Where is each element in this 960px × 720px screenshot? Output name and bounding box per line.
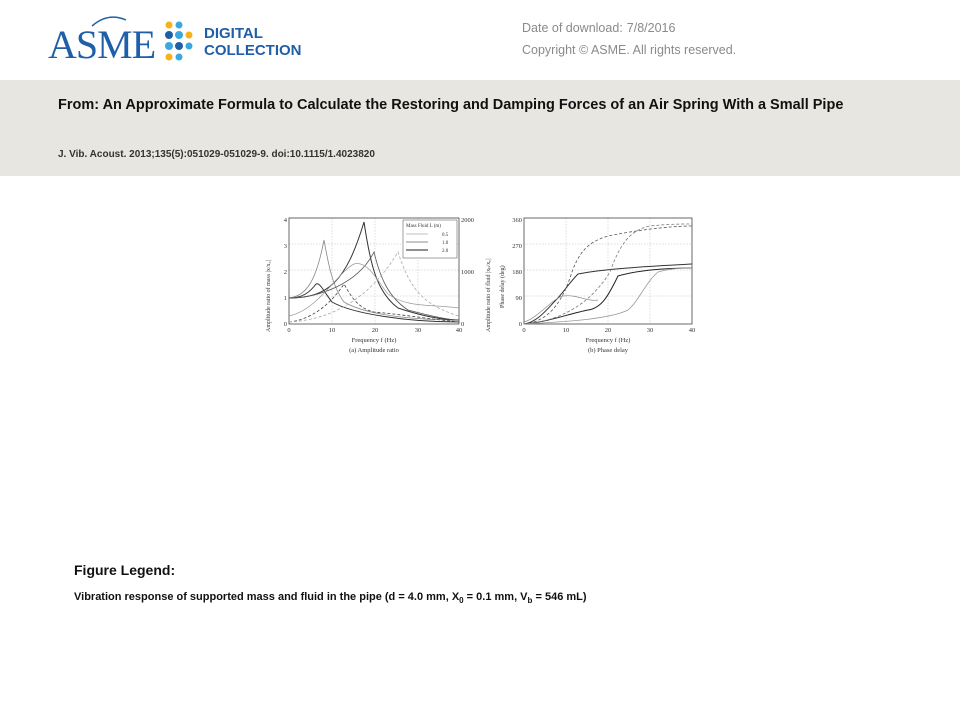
svg-text:40: 40	[688, 327, 696, 334]
collection-text: COLLECTION	[204, 42, 302, 59]
svg-text:4: 4	[283, 217, 287, 224]
svg-text:20: 20	[371, 327, 379, 334]
svg-text:2.0: 2.0	[442, 249, 449, 254]
svg-text:30: 30	[414, 327, 422, 334]
svg-text:Amplitude ratio of mass |x/x₀|: Amplitude ratio of mass |x/x₀|	[266, 260, 272, 332]
svg-text:Phase delay (deg): Phase delay (deg)	[500, 265, 506, 308]
svg-text:10: 10	[328, 327, 336, 334]
svg-text:90: 90	[515, 295, 522, 302]
download-date-line	[522, 17, 736, 39]
svg-text:0: 0	[283, 321, 287, 328]
copyright-text: Copyright © ASME. All rights reserved.	[522, 43, 737, 57]
svg-text:2000: 2000	[461, 217, 474, 224]
svg-text:0: 0	[522, 327, 526, 334]
dot-grid-icon	[165, 22, 193, 61]
svg-text:180: 180	[512, 269, 522, 276]
svg-text:(a) Amplitude ratio: (a) Amplitude ratio	[349, 347, 399, 354]
svg-text:1000: 1000	[461, 269, 474, 276]
svg-text:0: 0	[461, 321, 465, 328]
download-date: 7/8/2016	[626, 21, 676, 35]
download-info	[522, 17, 736, 61]
svg-text:Frequency f (Hz): Frequency f (Hz)	[585, 337, 631, 344]
svg-text:40: 40	[455, 327, 463, 334]
svg-text:3: 3	[283, 243, 287, 250]
article-citation: J. Vib. Acoust. 2013;135(5):051029-051029-9. doi:10.1115/1.4023820	[58, 149, 375, 160]
svg-text:1: 1	[283, 295, 287, 302]
svg-text:Frequency f (Hz): Frequency f (Hz)	[351, 337, 397, 344]
asme-digital-collection-logo	[48, 12, 328, 68]
svg-text:0: 0	[518, 321, 522, 328]
asme-wordmark: ASME	[48, 22, 156, 67]
amplitude-panel	[265, 217, 492, 354]
figure-image	[258, 212, 702, 362]
svg-text:Mass Fluid L (m): Mass Fluid L (m)	[406, 224, 441, 229]
svg-text:10: 10	[562, 327, 570, 334]
svg-text:Amplitude ratio of fluid |xₚ/x: Amplitude ratio of fluid |xₚ/x₀|	[486, 258, 492, 332]
svg-text:(b) Phase delay: (b) Phase delay	[587, 347, 629, 354]
svg-text:2: 2	[283, 269, 287, 276]
figure-legend-text: Vibration response of supported mass and fluid in the pipe (d = 4.0 mm, $X_0 = 0.1$ mm, $V_b = 546$ mL)	[74, 591, 587, 606]
article-banner	[0, 80, 960, 176]
svg-text:1.0: 1.0	[442, 241, 449, 246]
svg-text:30: 30	[646, 327, 654, 334]
svg-text:0.5: 0.5	[442, 233, 449, 238]
svg-text:0: 0	[287, 327, 291, 334]
svg-text:20: 20	[604, 327, 612, 334]
download-label: Date of download:	[522, 21, 623, 35]
svg-text:270: 270	[512, 243, 522, 250]
figure-legend-title: Figure Legend:	[74, 562, 176, 578]
phase-panel	[499, 217, 695, 354]
svg-text:360: 360	[512, 217, 522, 224]
digital-text: DIGITAL	[204, 25, 263, 42]
article-title: From: An Approximate Formula to Calculate the Restoring and Damping Forces of an Air Spring With a Small Pipe	[58, 97, 844, 113]
